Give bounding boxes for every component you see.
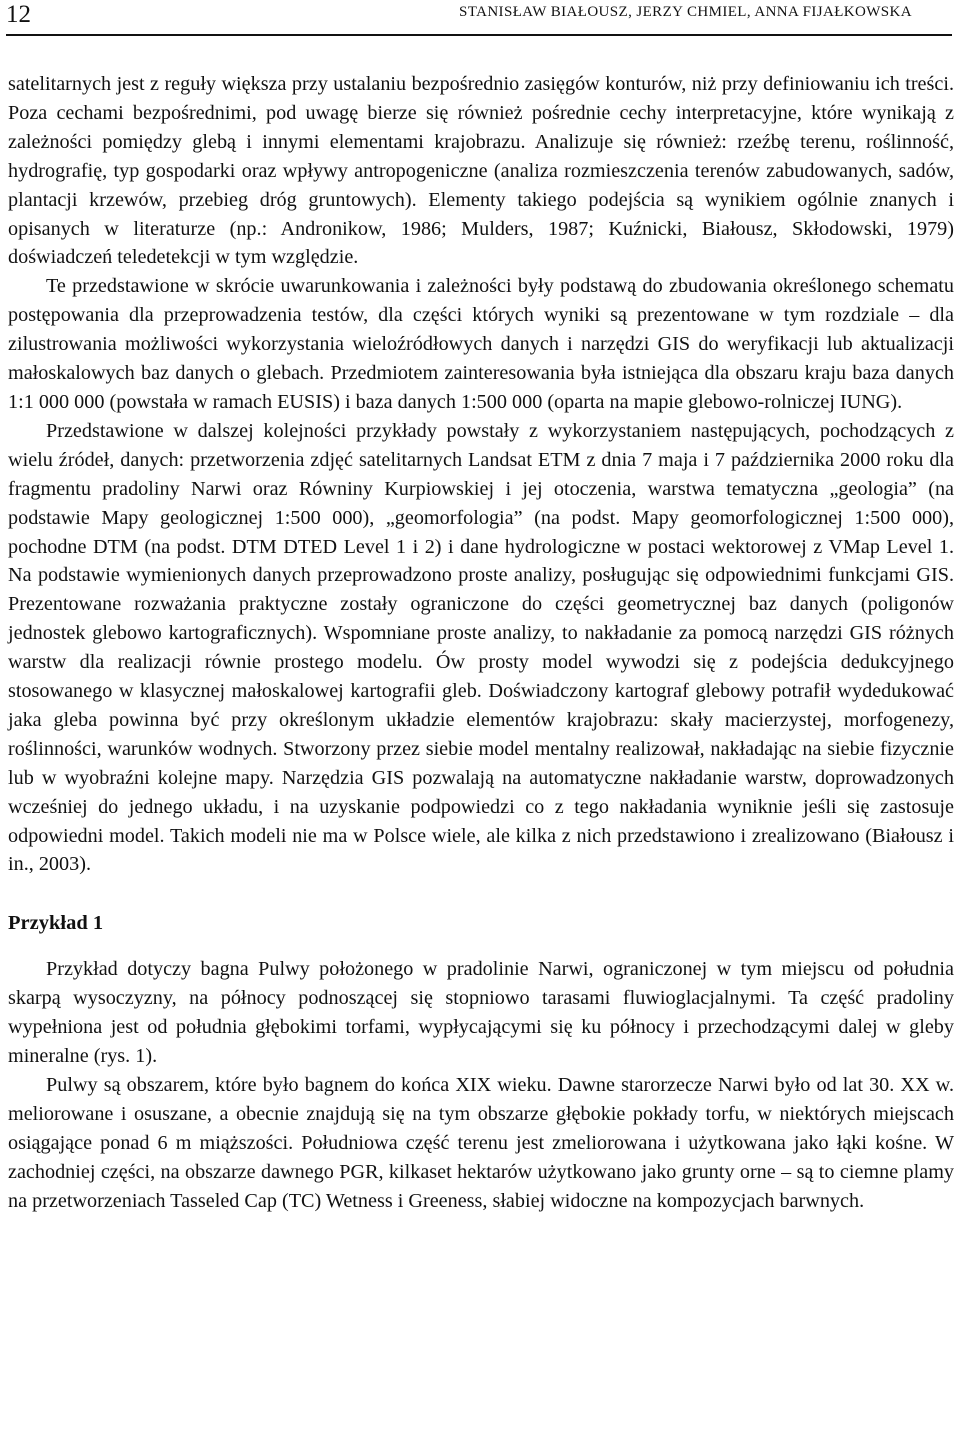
section-heading: Przykład 1 <box>8 912 104 935</box>
section-paragraph-2: Pulwy są obszarem, które było bagnem do końca XIX wieku. Dawne starorzecze Narwi było od lat 30. XX w. meliorowane i osuszane, a obecnie znajdują się na tym obszarze głębokie pokłady torfu, w niektórych miejscach osiągające ponad 6 m miąższości. Południowa część terenu jest zmeliorowana i użytkowana jako łąki kośne. W zachodniej części, na obszarze dawnego PGR, kilkaset hektarów użytkowano jako grunty orne – są to ciemne plamy na przetworzeniach Tasseled Cap (TC) Wetness i Greeness, słabiej widoczne na kompozycjach barwnych. <box>8 1074 954 1212</box>
page-number: 12 <box>6 1 31 28</box>
paragraph-3: Przedstawione w dalszej kolejności przykłady powstały z wykorzystaniem następujących, pochodzących z wielu źródeł, danych: przetworzenia zdjęć satelitarnych Landsat ETM z dnia 7 maja i 7 października 2000 roku dla fragmentu pradoliny Narwi oraz Równiny Kurpiowskiej i jej otoczenia, warstwa tematyczna „geologia” (na podstawie Mapy geologicznej 1:500 000), „geomorfologia” (na podst. Mapy geomorfologicznej 1:500 000), pochodne DTM (na podst. DTM DTED Level 1 i 2) i dane hydrologiczne w postaci wektorowej z VMap Level 1. Na podstawie wymienionych danych przeprowadzono proste analizy, posługując się odpowiednimi funkcjami GIS. Prezentowane rozważania praktyczne zostały ograniczone do części geometrycznej baz danych (poligonów jednostek glebowo kartograficznych). Wspomniane proste analizy, to nakładanie za pomocą narzędzi GIS różnych warstw dla realizacji równie prostego modelu. Ów prosty model wywodzi się z podejścia dedukcyjnego stosowanego w klasycznej małoskalowej kartografii gleb. Doświadczony kartograf glebowy potrafił wydedukować jaka gleba powinna być przy określonym układzie elementów krajobrazu: skały macierzystej, morfogenezy, roślinności, warunków wodnych. Stworzony przez siebie model mentalny realizował, nakładając na siebie fizycznie lub w wyobraźni kolejne mapy. Narzędzia GIS pozwalają na automatyczne nakładanie warstw, doprowadzonych wcześniej do jednego układu, i na uzyskanie podpowiedzi co z tego nakładania wyniknie jeśli się zastosuje odpowiedni model. Takich modeli nie ma w Polsce wiele, ale kilka z nich przedstawiono i zrealizowano (Białousz i in., 2003). <box>8 419 954 876</box>
paragraph-1: satelitarnych jest z reguły większa przy ustalaniu bezpośrednio zasięgów konturów, niż przy definiowaniu ich treści. Poza cechami bezpośrednimi, pod uwagę bierze się również pośrednie cechy interpretacyjne, które wynikają z zależności pomiędzy glebą i innymi elementami krajobrazu. Analizuje się również: rzeźbę terenu, roślinność, hydrografię, typ gospodarki oraz wpływy antropogeniczne (analiza rozmieszczenia terenów zabudowanych, sadów, plantacji krzewów, przebieg dróg gruntowych). Elementy takiego podejścia są wynikiem ogólnie znanych i opisanych w literaturze (np.: Andronikow, 1986; Mulders, 1987; Kuźnicki, Białousz, Skłodowski, 1979) doświadczeń teledetekcji w tym względzie. <box>8 73 954 269</box>
running-title: STANISŁAW BIAŁOUSZ, JERZY CHMIEL, ANNA FIJAŁKOWSKA <box>458 4 912 20</box>
body-text <box>8 70 954 1216</box>
paragraph-2: Te przedstawione w skrócie uwarunkowania i zależności były podstawą do zbudowania określonego schematu postępowania dla przeprowadzenia testów, dla części których wyniki są prezentowane w tym rozdziale – dla zilustrowania możliwości wykorzystania wieloźródłowych danych i narzędzi GIS do weryfikacji lub aktualizacji małoskalowych baz danych o glebach. Przedmiotem zainteresowania była istniejąca dla obszaru kraju baza danych 1:1 000 000 (powstała w ramach EUSIS) i baza danych 1:500 000 (oparta na mapie glebowo-rolniczej IUNG). <box>8 275 954 413</box>
section-paragraph-1: Przykład dotyczy bagna Pulwy położonego w pradolinie Narwi, ograniczonej w tym miejscu od południa skarpą wysoczyzny, na północy podnoszącej się stopniowo tarasami fluwioglacjalnymi. Ta część pradoliny wypełniona jest od południa głębokimi torfami, wypłycającymi się ku północy i przechodzącymi dalej w gleby mineralne (rys. 1). <box>8 958 954 1068</box>
section-text <box>8 955 954 1215</box>
running-header <box>6 0 952 36</box>
